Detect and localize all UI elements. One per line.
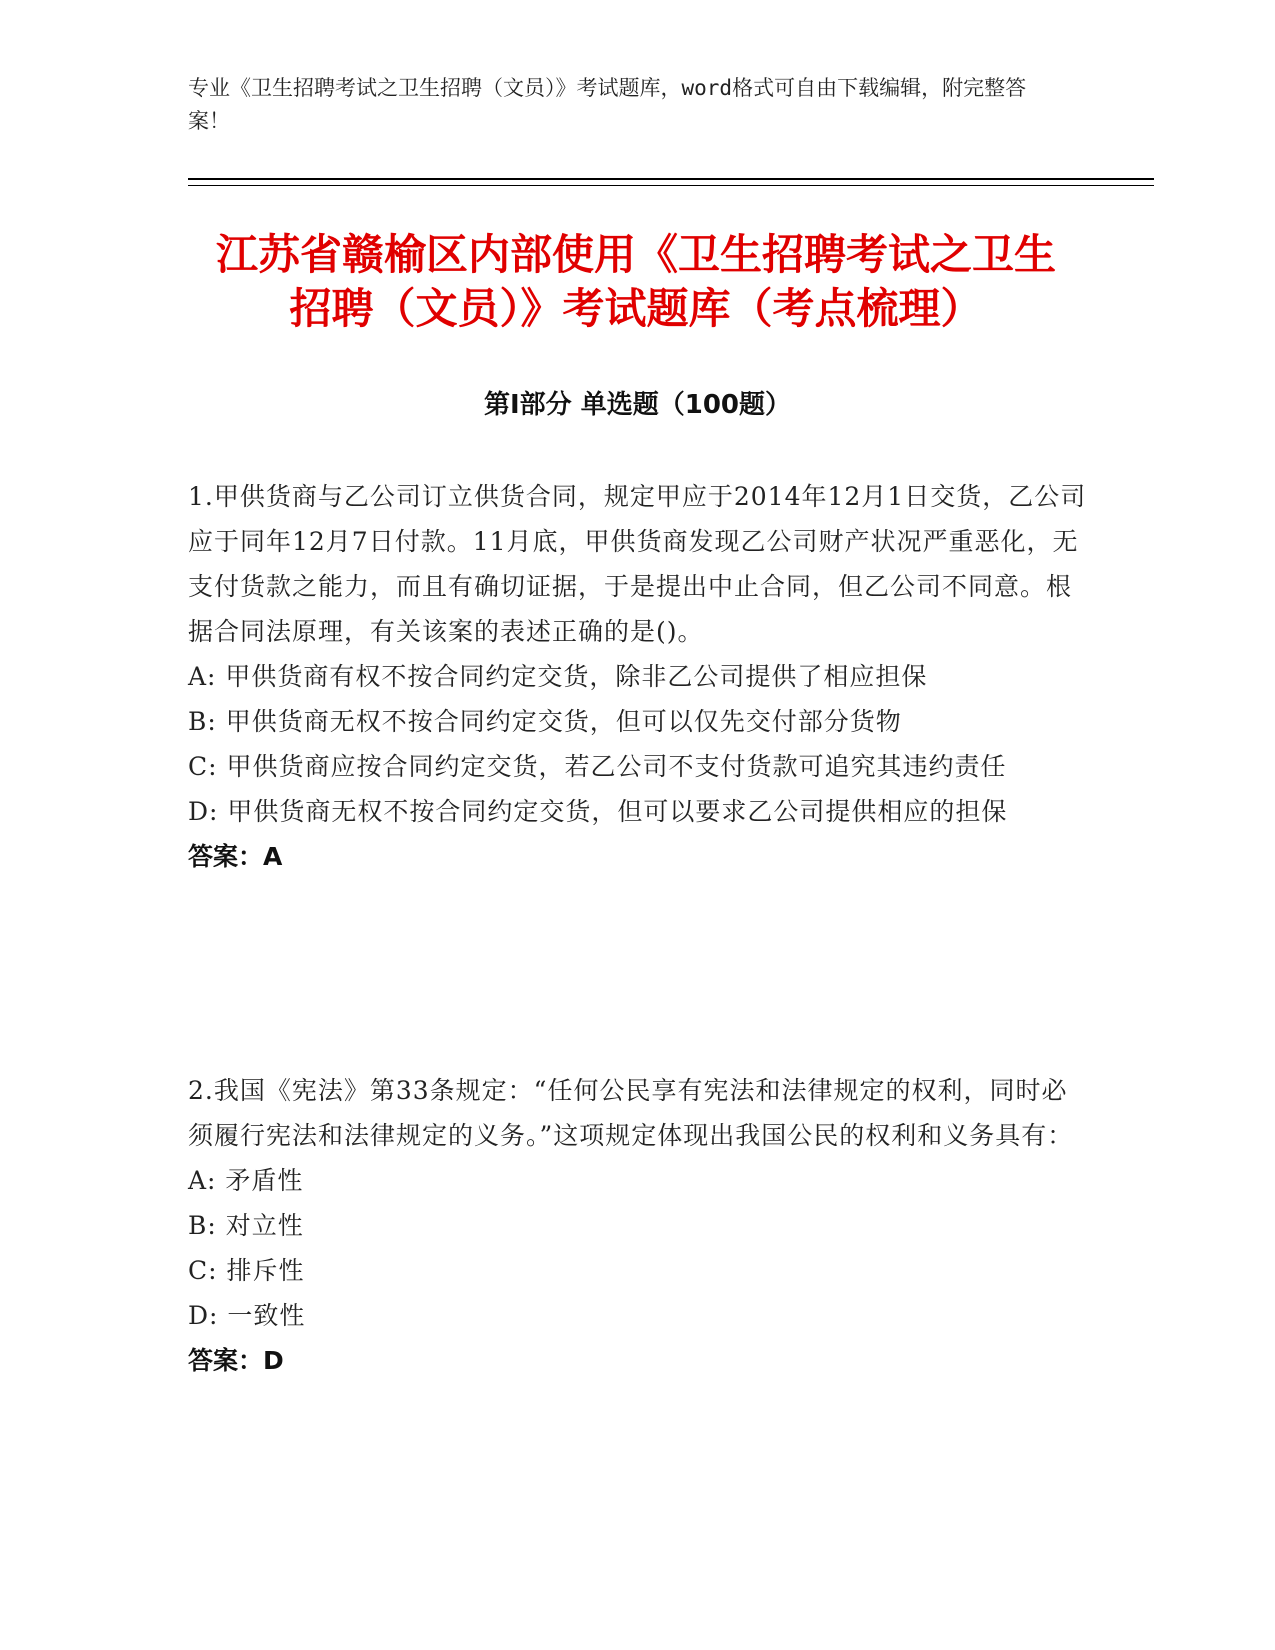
section-title: 第Ⅰ部分 单选题（100题） [484, 390, 791, 420]
header-note: 专业《卫生招聘考试之卫生招聘（文员）》考试题库，word格式可自由下载编辑，附完整答案！ [188, 76, 1027, 133]
question-stem: 2.我国《宪法》第33条规定：“任何公民享有宪法和法律规定的权利，同时必须履行宪法和法律规定的义务。”这项规定体现出我国公民的权利和义务具有： [188, 1076, 1074, 1150]
option-d: D: 甲供货商无权不按合同约定交货，但可以要求乙公司提供相应的担保 [188, 797, 1008, 826]
header-divider-thick [188, 178, 1154, 180]
answer-text: 答案：D [188, 1346, 284, 1375]
answer-text: 答案：A [188, 842, 283, 871]
option-c: C: 排斥性 [188, 1256, 305, 1285]
document-title: 江苏省赣榆区内部使用《卫生招聘考试之卫生招聘（文员）》考试题库（考点梳理） [215, 230, 1056, 333]
option-b: B: 甲供货商无权不按合同约定交货，但可以仅先交付部分货物 [188, 707, 902, 736]
option-b: B: 对立性 [188, 1211, 304, 1240]
option-a: A: 甲供货商有权不按合同约定交货，除非乙公司提供了相应担保 [188, 662, 928, 691]
option-a: A: 矛盾性 [188, 1166, 304, 1195]
question-stem: 1.甲供货商与乙公司订立供货合同，规定甲应于2014年12月1日交货，乙公司应于同年12月7日付款。11月底，甲供货商发现乙公司财产状况严重恶化，无支付货款之能力，而且有确切证据，于是提出中止合同，但乙公司不同意。根据合同法原理，有关该案的表述正确的是()。 [188, 482, 1087, 646]
option-d: D: 一致性 [188, 1301, 306, 1330]
question-2 [188, 1068, 1088, 1383]
header-divider-thin [188, 185, 1154, 186]
option-c: C: 甲供货商应按合同约定交货，若乙公司不支付货款可追究其违约责任 [188, 752, 1007, 781]
question-1 [188, 474, 1088, 879]
